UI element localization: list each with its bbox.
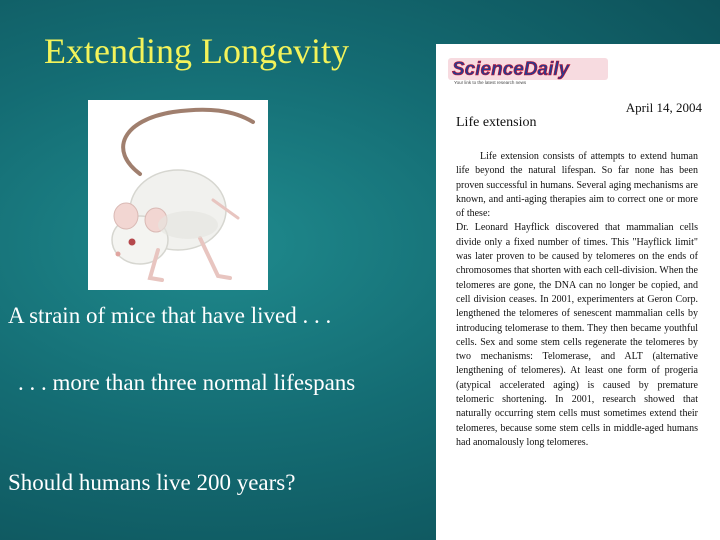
article-paragraph-2: Dr. Leonard Hayflick discovered that mammalian cells divide only a fixed number of times. This "Hayflick limit" was later proven to be caused by telomeres on the ends of chromosomes that shorten with each cell-division. When the telomeres are gone, the DNA can no longer be copied, and cell division ceases. In 2001, experimenters at Geron Corp. lengthened the telomeres of senescent mammalian cells by introducing telomerase to them. They then became youthful cells. Sex and some stem cells regenerate the telomeres by two mechanisms: Telomerase, and ALT (alternative lengthening of telomeres). At least one form of progeria (atypical accelerated aging) is caused by premature telomeric shortening. In 2001, research showed that naturally occurring stem cells must sometimes extend their telomeres, because some stem cells in middle-aged humans had anomalously long telomeres. — [456, 222, 698, 448]
article-body — [456, 150, 698, 450]
question-caption: Should humans live 200 years? — [8, 470, 296, 495]
mouse-eye — [129, 239, 136, 246]
mouse-leg-back — [200, 238, 230, 278]
sciencedaily-logo — [448, 56, 608, 86]
mouse-tail — [123, 110, 253, 174]
logo-text: ScienceDaily — [452, 59, 570, 80]
mouse-ear-left — [114, 203, 138, 229]
article-section: Life extension — [456, 115, 537, 130]
article-date: April 14, 2004 — [625, 100, 702, 115]
white-mouse-illustration — [88, 100, 268, 290]
sciencedaily-article — [436, 44, 720, 540]
mouse-nose — [116, 252, 121, 257]
slide-title: Extending Longevity — [44, 31, 349, 71]
lifespans-caption: . . . more than three normal lifespans — [18, 370, 356, 395]
article-paragraph-1: Life extension consists of attempts to extend human life beyond the natural lifespan. So far none has been proven successful in humans. Several aging mechanisms are known, and anti-aging therapies aim to correct one or more of these: — [456, 151, 698, 220]
logo-tagline: Your link to the latest research news — [454, 80, 527, 85]
mice-caption: A strain of mice that have lived . . . — [8, 303, 332, 328]
mouse-image — [88, 100, 268, 290]
